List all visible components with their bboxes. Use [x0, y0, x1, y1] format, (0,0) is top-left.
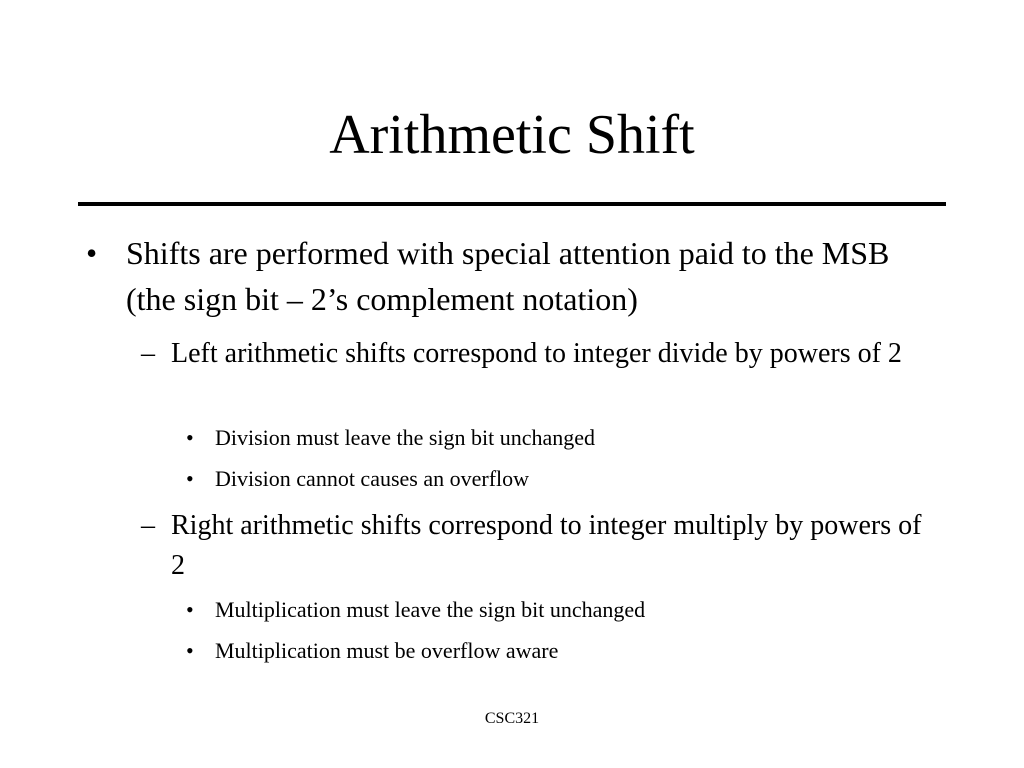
subsubbullet-multiplication-sign	[186, 594, 915, 626]
bullet-main	[86, 230, 946, 322]
subsubbullet-text: Multiplication must leave the sign bit unchanged	[215, 597, 646, 622]
subsubbullet-text: Division must leave the sign bit unchanged	[215, 425, 596, 450]
bullet-marker: •	[186, 597, 194, 622]
slide-footer: CSC321	[484, 710, 540, 727]
bullet-marker: •	[186, 466, 194, 491]
dash-marker: –	[141, 338, 155, 369]
subbullet-left-shift	[141, 334, 931, 374]
bullet-main-text: Shifts are performed with special attention paid to the MSB (the sign bit – 2’s complement notation)	[126, 235, 890, 317]
bullet-marker: •	[186, 638, 194, 663]
dash-marker: –	[141, 510, 155, 541]
title-divider	[78, 202, 946, 206]
subsubbullet-text: Multiplication must be overflow aware	[215, 638, 559, 663]
subsubbullet-multiplication-overflow	[186, 635, 915, 667]
subsubbullet-division-overflow	[186, 463, 915, 495]
bullet-marker: •	[186, 425, 194, 450]
bullet-marker: •	[86, 235, 98, 271]
subbullet-right-shift-text: Right arithmetic shifts correspond to integer multiply by powers of 2	[171, 510, 922, 581]
subsubbullet-text: Division cannot causes an overflow	[215, 466, 530, 491]
subsubbullet-division-sign	[186, 422, 915, 454]
slide-title: Arithmetic Shift	[329, 104, 695, 166]
subbullet-left-shift-text: Left arithmetic shifts correspond to integer divide by powers of 2	[171, 338, 902, 369]
subbullet-right-shift	[141, 506, 931, 586]
